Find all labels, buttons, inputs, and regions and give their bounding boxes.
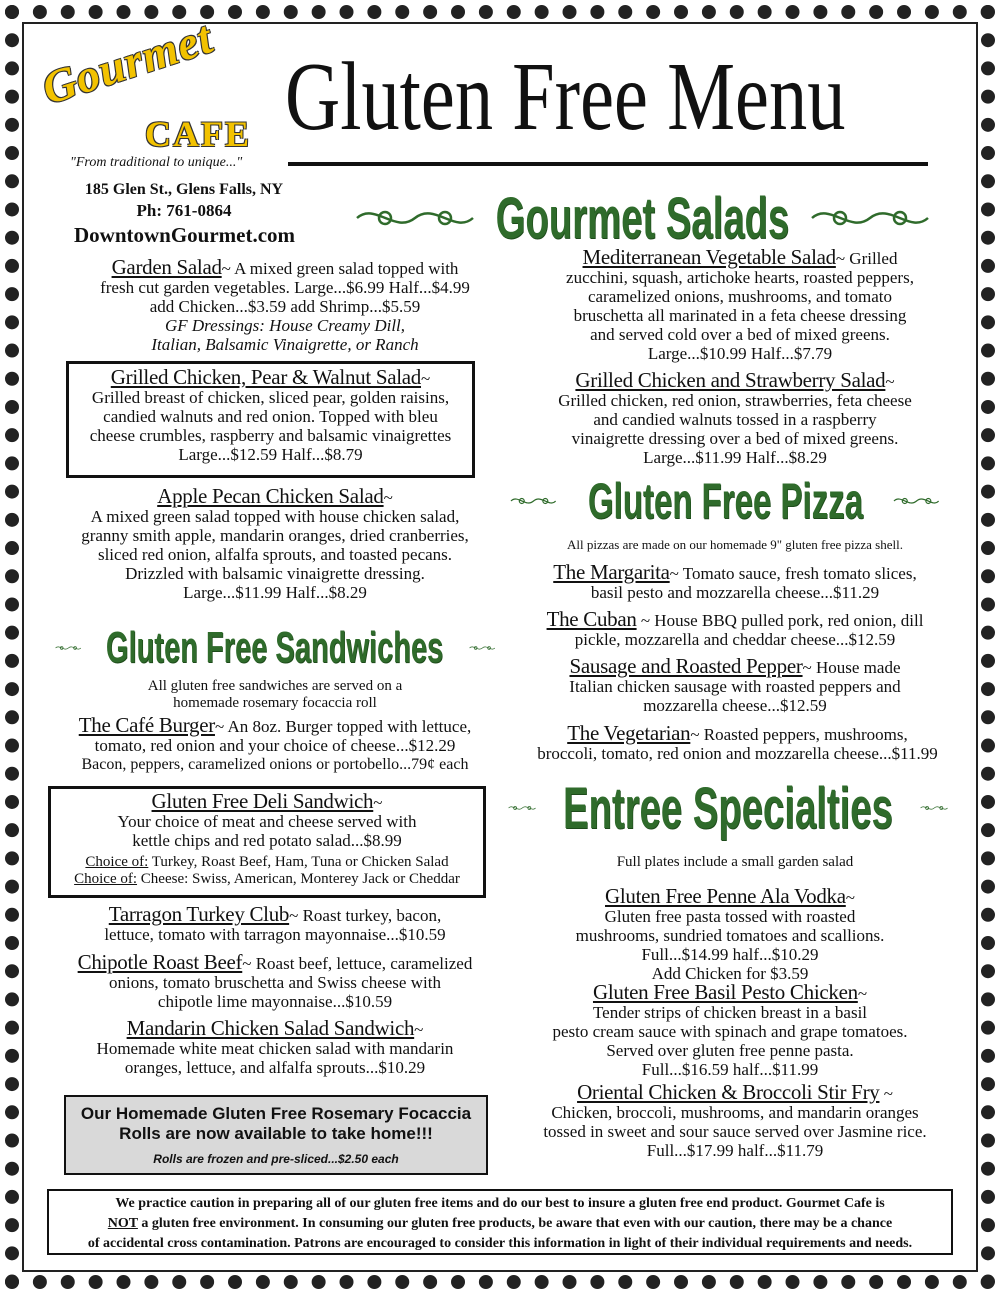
item-price: Full...$17.99 half...$11.79 bbox=[646, 1141, 824, 1160]
item-desc: ~ House BBQ pulled pork, red onion, dill bbox=[636, 611, 924, 630]
item-price: Full...$16.59 half...$11.99 bbox=[641, 1060, 819, 1079]
logo-cafe: CAFE bbox=[145, 114, 251, 154]
item-addon: Add Chicken for $3.59 bbox=[651, 964, 809, 983]
scroll-ornament-icon bbox=[810, 198, 930, 238]
disclaimer-emphasis: NOT bbox=[107, 1216, 138, 1231]
item-price: kettle chips and red potato salad...$8.99 bbox=[132, 831, 402, 850]
item-name: Grilled Chicken, Pear & Walnut Salad bbox=[110, 365, 422, 389]
item-tilde: ~ bbox=[373, 793, 383, 812]
item-price: Full...$14.99 half...$10.29 bbox=[641, 945, 819, 964]
menu-item-penne-vodka bbox=[505, 884, 955, 983]
item-desc: ~ Roast turkey, bacon, bbox=[289, 906, 442, 925]
item-desc: and served cold over a bed of mixed greens. bbox=[590, 325, 890, 344]
item-name: Gluten Free Basil Pesto Chicken bbox=[592, 980, 858, 1004]
item-name: Mandarin Chicken Salad Sandwich bbox=[126, 1016, 415, 1040]
menu-item-margarita bbox=[510, 560, 960, 602]
item-tilde: ~ bbox=[857, 984, 868, 1003]
item-tilde: ~ bbox=[421, 369, 431, 388]
disclaimer-line bbox=[49, 1214, 951, 1234]
item-desc: zucchini, squash, artichoke hearts, roasted peppers, bbox=[566, 268, 914, 287]
section-title-entrees: Entree Specialties bbox=[563, 775, 893, 841]
choice-options: Cheese: Swiss, American, Monterey Jack or Cheddar bbox=[137, 871, 460, 887]
item-desc: ~ A mixed green salad topped with bbox=[221, 259, 459, 278]
choice-label: Choice of: bbox=[74, 871, 138, 887]
item-name: The Cuban bbox=[546, 607, 637, 631]
item-desc: Tender strips of chicken breast in a basil bbox=[592, 1003, 868, 1022]
item-desc: ~ An 8oz. Burger topped with lettuce, bbox=[214, 717, 472, 736]
item-note: GF Dressings: House Creamy Dill, bbox=[164, 316, 406, 335]
website-link[interactable]: DowntownGourmet.com bbox=[74, 223, 296, 247]
item-price: chipotle lime mayonnaise...$10.59 bbox=[157, 992, 393, 1011]
scroll-ornament-icon bbox=[510, 483, 557, 519]
item-desc: A mixed green salad topped with house chicken salad, bbox=[90, 507, 460, 526]
item-note: Italian, Balsamic Vinaigrette, or Ranch bbox=[151, 335, 419, 354]
menu-item-vegetarian bbox=[510, 721, 965, 763]
menu-item-cafe-burger bbox=[50, 713, 500, 774]
menu-item-strawberry-salad bbox=[510, 368, 960, 467]
item-desc: pesto cream sauce with spinach and grape tomatoes. bbox=[552, 1022, 908, 1041]
item-desc: granny smith apple, mandarin oranges, dried cranberries, bbox=[81, 526, 469, 545]
promo-price: Rolls are frozen and pre-sliced...$2.50 each bbox=[153, 1152, 399, 1166]
item-desc: candied walnuts and red onion. Topped with bleu bbox=[103, 407, 438, 426]
item-name: Sausage and Roasted Pepper bbox=[569, 654, 803, 678]
item-name: The Café Burger bbox=[78, 713, 215, 737]
scroll-ornament-icon bbox=[920, 790, 948, 826]
item-desc: caramelized onions, mushrooms, and tomato bbox=[587, 287, 893, 306]
scroll-ornament-icon bbox=[508, 790, 536, 826]
item-desc: cheese crumbles, raspberry and balsamic vinaigrettes bbox=[89, 426, 452, 445]
item-name: Oriental Chicken & Broccoli Stir Fry bbox=[577, 1080, 880, 1104]
item-desc: Italian chicken sausage with roasted peppers and bbox=[569, 677, 901, 696]
item-price: Large...$10.99 Half...$7.79 bbox=[647, 344, 833, 363]
choice-label: Choice of: bbox=[85, 854, 149, 870]
address: 185 Glen St., Glens Falls, NY bbox=[84, 181, 284, 198]
menu-item-basil-pesto-chicken bbox=[505, 980, 955, 1079]
item-desc: sliced red onion, alfalfa sprouts, and toasted pecans. bbox=[97, 545, 453, 564]
menu-item-stir-fry bbox=[505, 1080, 965, 1160]
disclaimer-box bbox=[47, 1189, 953, 1255]
item-name: Garden Salad bbox=[111, 255, 222, 279]
page-title: Gluten Free Menu bbox=[285, 43, 846, 151]
item-desc: vinaigrette dressing over a bed of mixed greens. bbox=[571, 429, 899, 448]
item-price: add Chicken...$3.59 add Shrimp...$5.59 bbox=[149, 297, 421, 316]
item-tilde: ~ bbox=[414, 1020, 424, 1039]
section-note-sandwiches bbox=[60, 678, 490, 712]
item-name: Chipotle Roast Beef bbox=[77, 950, 243, 974]
scroll-ornament-icon bbox=[469, 630, 495, 666]
item-desc: Drizzled with balsamic vinaigrette dressing. bbox=[125, 564, 425, 583]
item-price: pickle, mozzarella and cheddar cheese...$12.59 bbox=[574, 630, 896, 649]
item-price: Large...$11.99 Half...$8.29 bbox=[643, 448, 827, 467]
section-title-pizza: Gluten Free Pizza bbox=[587, 473, 863, 529]
choice-options: Turkey, Roast Beef, Ham, Tuna or Chicken Salad bbox=[148, 854, 449, 870]
item-name: Gluten Free Penne Ala Vodka bbox=[605, 884, 846, 908]
item-price: Large...$11.99 Half...$8.29 bbox=[183, 583, 367, 602]
scroll-ornament-icon bbox=[55, 630, 81, 666]
item-desc: onions, tomato bruschetta and Swiss cheese with bbox=[109, 973, 441, 992]
section-header-entrees bbox=[508, 775, 948, 841]
item-name: Grilled Chicken and Strawberry Salad bbox=[575, 368, 886, 392]
scroll-ornament-icon bbox=[893, 483, 940, 519]
menu-item-mediterranean-salad bbox=[515, 245, 965, 363]
item-desc: ~ Roast beef, lettuce, caramelized bbox=[242, 954, 473, 973]
item-desc: tomato, red onion and your choice of cheese...$12.29 bbox=[94, 736, 456, 755]
menu-item-garden-salad bbox=[60, 255, 510, 354]
promo-line: Our Homemade Gluten Free Rosemary Focaccia bbox=[80, 1104, 472, 1123]
item-tilde: ~ bbox=[845, 888, 855, 907]
item-desc: Gluten free pasta tossed with roasted bbox=[604, 907, 856, 926]
focaccia-promo-box bbox=[64, 1095, 488, 1175]
item-desc: Grilled breast of chicken, sliced pear, golden raisins, bbox=[91, 388, 450, 407]
item-desc: tossed in sweet and sour sauce served over Jasmine rice. bbox=[543, 1122, 927, 1141]
section-header-pizza bbox=[510, 473, 940, 529]
disclaimer-line: of accidental cross contamination. Patrons are encouraged to consider this information in light of their individual requirements and needs. bbox=[87, 1236, 913, 1251]
menu-item-apple-pecan-salad bbox=[50, 484, 500, 602]
item-desc: ~ House made bbox=[802, 658, 901, 677]
item-name: Apple Pecan Chicken Salad bbox=[157, 484, 384, 508]
item-price: oranges, lettuce, and alfalfa sprouts...$10.29 bbox=[124, 1058, 426, 1077]
phone: Ph: 761-0864 bbox=[136, 201, 232, 220]
disclaimer-line: We practice caution in preparing all of our gluten free items and do our best to insure a gluten free end product. Gourmet Cafe is bbox=[115, 1196, 885, 1211]
item-desc: fresh cut garden vegetables. Large...$6.99 Half...$4.99 bbox=[100, 278, 470, 297]
item-desc: Your choice of meat and cheese served with bbox=[117, 812, 417, 831]
logo-gourmet: Gourmet bbox=[35, 11, 219, 115]
item-desc: Homemade white meat chicken salad with mandarin bbox=[96, 1039, 454, 1058]
item-tilde: ~ bbox=[383, 488, 393, 507]
item-desc: Served over gluten free penne pasta. bbox=[606, 1041, 854, 1060]
item-price: Large...$12.59 Half...$8.79 bbox=[178, 445, 363, 464]
promo-line: Rolls are now available to take home!!! bbox=[119, 1124, 433, 1143]
title-underline bbox=[288, 162, 928, 166]
item-price: lettuce, tomato with tarragon mayonnaise...$10.59 bbox=[104, 925, 446, 944]
item-name: The Margarita bbox=[553, 560, 670, 584]
item-desc: ~ Tomato sauce, fresh tomato slices, bbox=[669, 564, 917, 583]
item-tilde: ~ bbox=[885, 372, 895, 391]
section-header-sandwiches bbox=[55, 620, 495, 676]
menu-item-tarragon-club bbox=[50, 902, 500, 944]
item-desc: Grilled chicken, red onion, strawberries, feta cheese bbox=[558, 391, 912, 410]
choice-line bbox=[50, 871, 484, 888]
item-desc: Chicken, broccoli, mushrooms, and mandarin oranges bbox=[551, 1103, 919, 1122]
item-name: Gluten Free Deli Sandwich bbox=[151, 789, 374, 813]
item-price: basil pesto and mozzarella cheese...$11.29 bbox=[590, 583, 880, 602]
item-tilde: ~ bbox=[879, 1084, 893, 1103]
menu-item-mandarin-sandwich bbox=[50, 1016, 500, 1077]
item-desc: ~ Roasted peppers, mushrooms, bbox=[690, 725, 908, 744]
note-line: homemade rosemary focaccia roll bbox=[173, 695, 377, 711]
item-name: Mediterranean Vegetable Salad bbox=[582, 245, 836, 269]
menu-item-cuban bbox=[510, 607, 960, 649]
scroll-ornament-icon bbox=[355, 198, 475, 238]
item-name: The Vegetarian bbox=[567, 721, 691, 745]
choice-line bbox=[50, 854, 484, 871]
disclaimer-text: a gluten free environment. In consuming our gluten free products, be aware that even with our caution, there may be a chance bbox=[137, 1216, 893, 1231]
item-desc: and candied walnuts tossed in a raspberry bbox=[593, 410, 877, 429]
item-price: broccoli, tomato, red onion and mozzarella cheese...$11.99 bbox=[537, 744, 938, 763]
item-name: Tarragon Turkey Club bbox=[108, 902, 290, 926]
section-header-salads bbox=[345, 185, 940, 251]
item-addon: Bacon, peppers, caramelized onions or portobello...79¢ each bbox=[81, 756, 469, 773]
item-desc: bruschetta all marinated in a feta cheese dressing bbox=[573, 306, 907, 325]
menu-item-pear-walnut-salad bbox=[68, 365, 473, 464]
note-line: All gluten free sandwiches are served on a bbox=[147, 678, 403, 694]
menu-item-chipotle-roast-beef bbox=[50, 950, 500, 1011]
menu-item-deli-sandwich bbox=[50, 789, 484, 888]
section-title-sandwiches: Gluten Free Sandwiches bbox=[106, 623, 444, 672]
item-price: mozzarella cheese...$12.59 bbox=[643, 696, 827, 715]
menu-item-sausage-pepper bbox=[510, 654, 960, 715]
item-desc: ~ Grilled bbox=[835, 249, 898, 268]
item-desc: mushrooms, sundried tomatoes and scallions. bbox=[575, 926, 885, 945]
section-note-entrees: Full plates include a small garden salad bbox=[616, 854, 854, 870]
section-note-pizza: All pizzas are made on our homemade 9" gluten free pizza shell. bbox=[567, 537, 903, 552]
section-title-salads: Gourmet Salads bbox=[495, 185, 790, 251]
logo-tagline: "From traditional to unique..." bbox=[70, 155, 243, 170]
